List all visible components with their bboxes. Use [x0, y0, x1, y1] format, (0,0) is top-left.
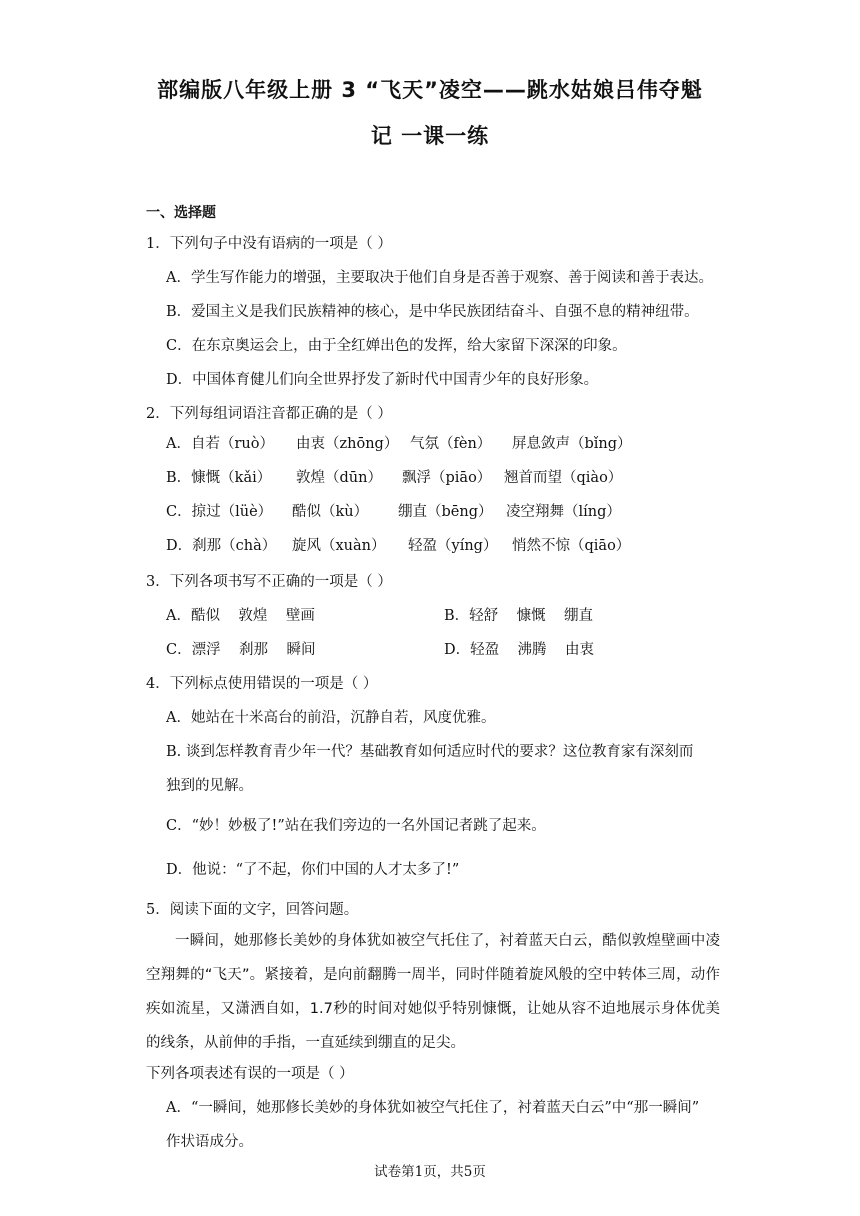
- page-footer: 试卷第1页，共5页: [374, 1164, 486, 1180]
- page-title-line1: 部编版八年级上册 3 “飞天”凌空——跳水姑娘吕伟夺魁: [157, 78, 703, 102]
- question-2-c-word-4: 凌空翔舞（líng）: [506, 504, 621, 520]
- question-5-passage: 一瞬间，她那修长美妙的身体犹如被空气托住了，衬着蓝天白云，酷似敦煌壁画中凌空翔舞的“飞天”。紧接着，是向前翻腾一周半，同时伴随着旋风般的空中转体三周，动作疾如流星，又潇洒自如，1.7秒的时间对她似乎特别慷慨，让她从容不迫地展示身体优美的线条，从前伸的手指，一直延续到绷直的足尖。: [146, 933, 720, 1051]
- question-5-sub-stem: 下列各项表述有误的一项是（ ）: [146, 1066, 354, 1082]
- question-2-c-word-1: C．掠过（lüè）: [166, 504, 273, 520]
- page-title-line2: 记 一课一练: [370, 124, 490, 148]
- question-2-a-word-1: A．自若（ruò）: [166, 436, 274, 452]
- question-4-option-b-line1: B. 谈到怎样教育青少年一代？基础教育如何适应时代的要求？这位教育家有深刻而: [166, 744, 694, 760]
- question-3-option-d: D．轻盈 沸腾 由衷: [444, 642, 594, 658]
- question-2-stem: 2．下列每组词语注音都正确的是（ ）: [146, 406, 392, 422]
- question-4-stem: 4．下列标点使用错误的一项是（ ）: [146, 676, 378, 692]
- question-2-b-word-1: B．慷慨（kǎi）: [166, 470, 272, 486]
- question-1-option-a: A．学生写作能力的增强，主要取决于他们自身是否善于观察、善于阅读和善于表达。: [166, 270, 713, 286]
- question-4-option-c: C．“妙！妙极了!”站在我们旁边的一名外国记者跳了起来。: [166, 818, 546, 834]
- question-2-a-word-4: 屏息敛声（bǐng）: [512, 436, 632, 452]
- question-4-option-b-line2: 独到的见解。: [166, 778, 253, 794]
- question-2-d-word-1: D．刹那（chà）: [166, 538, 277, 554]
- question-5-stem: 5．阅读下面的文字，回答问题。: [146, 902, 359, 918]
- question-2-d-word-3: 轻盈（yíng）: [408, 538, 498, 554]
- question-2-c-word-3: 绷直（bēng）: [398, 504, 493, 520]
- question-1-stem: 1．下列句子中没有语病的一项是（ ）: [146, 236, 392, 252]
- question-1-option-c: C．在东京奥运会上，由于全红婵出色的发挥，给大家留下深深的印象。: [166, 338, 627, 354]
- question-4-option-a: A．她站在十米高台的前沿，沉静自若，风度优雅。: [166, 710, 496, 726]
- question-2-c-word-2: 酷似（kù）: [292, 504, 369, 520]
- question-2-b-word-3: 飘浮（piāo）: [402, 470, 492, 486]
- question-5-option-a-line1: A．“一瞬间，她那修长美妙的身体犹如被空气托住了，衬着蓝天白云”中“那一瞬间”: [166, 1100, 700, 1116]
- question-4-option-d: D．他说：“了不起，你们中国的人才太多了!”: [166, 862, 460, 878]
- question-2-d-word-2: 旋风（xuàn）: [292, 538, 386, 554]
- question-2-d-word-4: 悄然不惊（qiāo）: [512, 538, 631, 554]
- question-2-a-word-2: 由衷（zhōng）: [296, 436, 399, 452]
- question-1-option-b: B．爱国主义是我们民族精神的核心，是中华民族团结奋斗、自强不息的精神纽带。: [166, 304, 699, 320]
- question-1-option-d: D．中国体育健儿们向全世界抒发了新时代中国青少年的良好形象。: [166, 372, 599, 388]
- question-2-b-word-4: 翘首而望（qiào）: [504, 470, 623, 486]
- question-3-option-a: A．酷似 敦煌 壁画: [166, 608, 315, 624]
- question-5-option-a-line2: 作状语成分。: [166, 1134, 253, 1150]
- question-3-stem: 3．下列各项书写不正确的一项是（ ）: [146, 574, 392, 590]
- section-heading: 一、选择题: [146, 205, 216, 221]
- question-2-a-word-3: 气氛（fèn）: [410, 436, 492, 452]
- question-3-option-b: B．轻舒 慷慨 绷直: [444, 608, 594, 624]
- question-3-option-c: C．漂浮 刹那 瞬间: [166, 642, 316, 658]
- question-2-b-word-2: 敦煌（dūn）: [296, 470, 382, 486]
